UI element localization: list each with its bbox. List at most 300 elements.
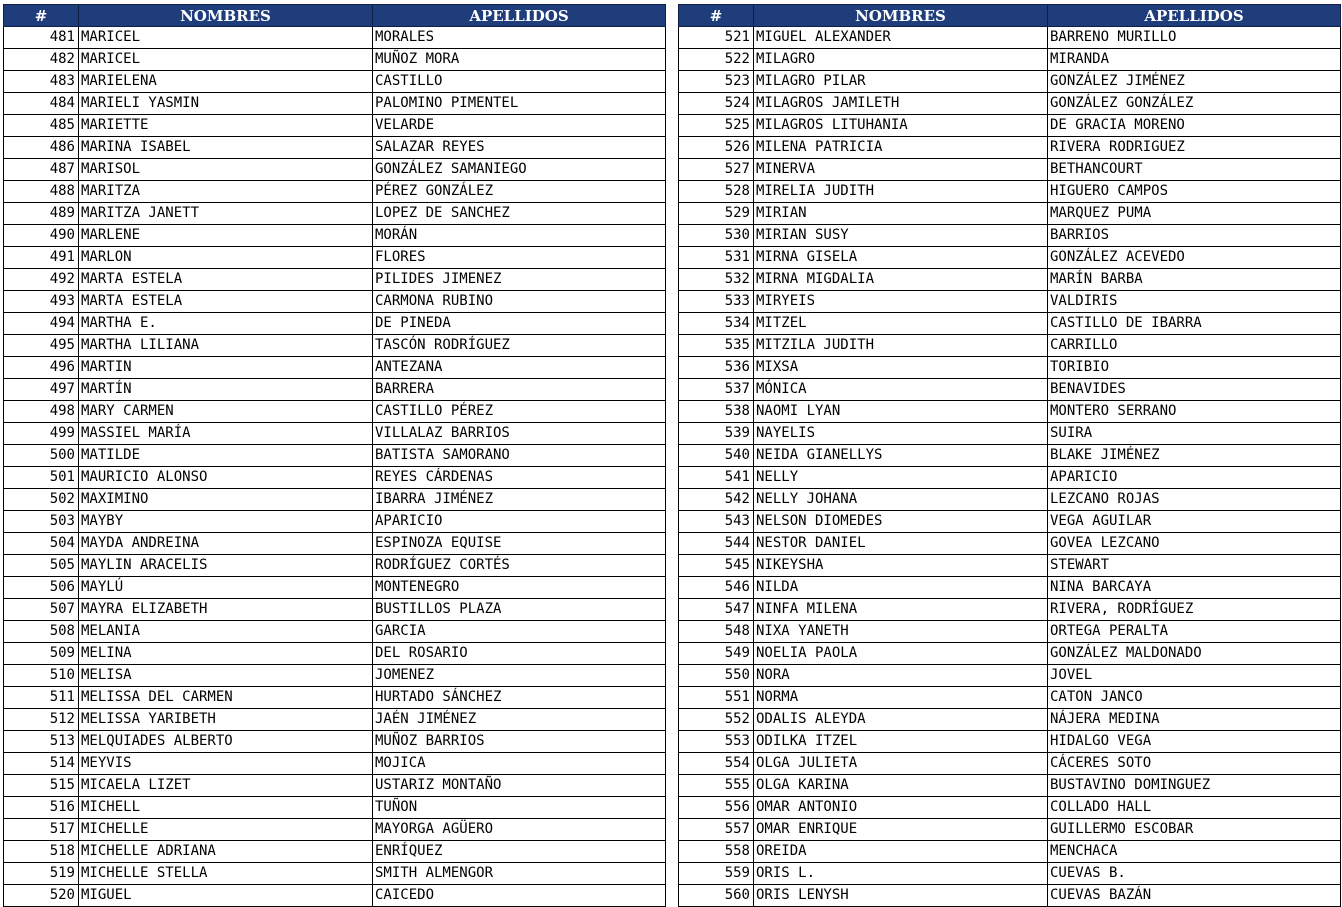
table-row xyxy=(679,225,1341,247)
row-nombres: MARTA ESTELA xyxy=(79,269,373,291)
row-number: 542 xyxy=(679,489,754,511)
row-number: 491 xyxy=(4,247,79,269)
table-row xyxy=(679,753,1341,775)
row-nombres: NOELIA PAOLA xyxy=(754,643,1048,665)
row-number: 512 xyxy=(4,709,79,731)
row-number: 520 xyxy=(4,885,79,907)
table-row xyxy=(4,775,666,797)
row-number: 532 xyxy=(679,269,754,291)
row-number: 515 xyxy=(4,775,79,797)
row-number: 507 xyxy=(4,599,79,621)
row-apellidos: BUSTAVINO DOMINGUEZ xyxy=(1048,775,1341,797)
row-apellidos: GARCIA xyxy=(373,621,666,643)
row-apellidos: HIGUERO CAMPOS xyxy=(1048,181,1341,203)
row-apellidos: LEZCANO ROJAS xyxy=(1048,489,1341,511)
table-row xyxy=(679,445,1341,467)
row-nombres: MILENA PATRICIA xyxy=(754,137,1048,159)
row-apellidos: GONZÁLEZ MALDONADO xyxy=(1048,643,1341,665)
row-nombres: MIXSA xyxy=(754,357,1048,379)
row-nombres: MARLENE xyxy=(79,225,373,247)
header-number: # xyxy=(4,5,79,27)
table-row xyxy=(679,379,1341,401)
row-number: 511 xyxy=(4,687,79,709)
row-nombres: NESTOR DANIEL xyxy=(754,533,1048,555)
row-apellidos: TUÑON xyxy=(373,797,666,819)
table-row xyxy=(4,687,666,709)
row-apellidos: CÁCERES SOTO xyxy=(1048,753,1341,775)
row-nombres: MILAGROS JAMILETH xyxy=(754,93,1048,115)
row-nombres: MASSIEL MARÍA xyxy=(79,423,373,445)
table-row xyxy=(679,841,1341,863)
table-row xyxy=(679,819,1341,841)
table-row xyxy=(679,775,1341,797)
row-number: 558 xyxy=(679,841,754,863)
row-apellidos: BLAKE JIMÉNEZ xyxy=(1048,445,1341,467)
table-row xyxy=(4,863,666,885)
row-apellidos: BUSTILLOS PLAZA xyxy=(373,599,666,621)
table-row xyxy=(4,203,666,225)
row-number: 483 xyxy=(4,71,79,93)
row-nombres: MELANIA xyxy=(79,621,373,643)
row-nombres: MARY CARMEN xyxy=(79,401,373,423)
table-row xyxy=(4,401,666,423)
table-row xyxy=(679,533,1341,555)
row-nombres: MARINA ISABEL xyxy=(79,137,373,159)
table-row xyxy=(679,489,1341,511)
table-row xyxy=(679,313,1341,335)
row-number: 524 xyxy=(679,93,754,115)
row-number: 547 xyxy=(679,599,754,621)
row-apellidos: JOVEL xyxy=(1048,665,1341,687)
table-row xyxy=(4,797,666,819)
row-nombres: MELISSA DEL CARMEN xyxy=(79,687,373,709)
row-number: 492 xyxy=(4,269,79,291)
row-number: 496 xyxy=(4,357,79,379)
table-row xyxy=(4,71,666,93)
row-nombres: MARTIN xyxy=(79,357,373,379)
table-row xyxy=(4,115,666,137)
row-apellidos: IBARRA JIMÉNEZ xyxy=(373,489,666,511)
row-apellidos: CATON JANCO xyxy=(1048,687,1341,709)
row-apellidos: GONZÁLEZ ACEVEDO xyxy=(1048,247,1341,269)
row-nombres: MARIELI YASMIN xyxy=(79,93,373,115)
row-number: 553 xyxy=(679,731,754,753)
row-apellidos: CARMONA RUBINO xyxy=(373,291,666,313)
row-number: 545 xyxy=(679,555,754,577)
row-nombres: OLGA JULIETA xyxy=(754,753,1048,775)
row-nombres: MIRYEIS xyxy=(754,291,1048,313)
row-number: 500 xyxy=(4,445,79,467)
row-number: 518 xyxy=(4,841,79,863)
row-nombres: MARICEL xyxy=(79,27,373,49)
row-number: 523 xyxy=(679,71,754,93)
row-nombres: NAOMI LYAN xyxy=(754,401,1048,423)
row-nombres: MELISSA YARIBETH xyxy=(79,709,373,731)
row-nombres: MARTÍN xyxy=(79,379,373,401)
row-number: 536 xyxy=(679,357,754,379)
row-nombres: MÓNICA xyxy=(754,379,1048,401)
row-apellidos: BARRERA xyxy=(373,379,666,401)
row-number: 540 xyxy=(679,445,754,467)
table-row xyxy=(679,269,1341,291)
row-apellidos: MARÍN BARBA xyxy=(1048,269,1341,291)
row-number: 543 xyxy=(679,511,754,533)
table-row xyxy=(4,247,666,269)
row-number: 519 xyxy=(4,863,79,885)
row-apellidos: USTARIZ MONTAÑO xyxy=(373,775,666,797)
row-nombres: NORMA xyxy=(754,687,1048,709)
header-row xyxy=(679,5,1341,27)
table-row xyxy=(679,687,1341,709)
row-nombres: MIRNA GISELA xyxy=(754,247,1048,269)
row-number: 556 xyxy=(679,797,754,819)
table-row xyxy=(679,709,1341,731)
table-row xyxy=(679,665,1341,687)
row-apellidos: GONZÁLEZ SAMANIEGO xyxy=(373,159,666,181)
row-nombres: NIXA YANETH xyxy=(754,621,1048,643)
row-number: 516 xyxy=(4,797,79,819)
row-apellidos: GOVEA LEZCANO xyxy=(1048,533,1341,555)
row-apellidos: RODRÍGUEZ CORTÉS xyxy=(373,555,666,577)
row-nombres: MEYVIS xyxy=(79,753,373,775)
row-nombres: MELISA xyxy=(79,665,373,687)
header-row xyxy=(4,5,666,27)
table-row xyxy=(4,665,666,687)
row-number: 538 xyxy=(679,401,754,423)
row-apellidos: ESPINOZA EQUISE xyxy=(373,533,666,555)
row-nombres: ODALIS ALEYDA xyxy=(754,709,1048,731)
table-row xyxy=(679,357,1341,379)
row-apellidos: PÉREZ GONZÁLEZ xyxy=(373,181,666,203)
row-nombres: MARIETTE xyxy=(79,115,373,137)
row-apellidos: MUÑOZ MORA xyxy=(373,49,666,71)
table-row xyxy=(679,577,1341,599)
table-row xyxy=(679,511,1341,533)
row-apellidos: DE PINEDA xyxy=(373,313,666,335)
table-row xyxy=(679,423,1341,445)
table-row xyxy=(4,753,666,775)
row-apellidos: LOPEZ DE SANCHEZ xyxy=(373,203,666,225)
table-row xyxy=(4,291,666,313)
row-number: 503 xyxy=(4,511,79,533)
row-number: 508 xyxy=(4,621,79,643)
row-apellidos: SMITH ALMENGOR xyxy=(373,863,666,885)
header-apellidos: APELLIDOS xyxy=(373,5,666,27)
row-nombres: MITZILA JUDITH xyxy=(754,335,1048,357)
row-number: 513 xyxy=(4,731,79,753)
row-apellidos: BARRIOS xyxy=(1048,225,1341,247)
row-number: 552 xyxy=(679,709,754,731)
row-nombres: MIRIAN SUSY xyxy=(754,225,1048,247)
row-nombres: NIKEYSHA xyxy=(754,555,1048,577)
row-apellidos: ANTEZANA xyxy=(373,357,666,379)
row-number: 550 xyxy=(679,665,754,687)
table-row xyxy=(4,379,666,401)
table-row xyxy=(679,621,1341,643)
row-apellidos: CARRILLO xyxy=(1048,335,1341,357)
row-nombres: MELQUIADES ALBERTO xyxy=(79,731,373,753)
table-row xyxy=(679,863,1341,885)
table-row xyxy=(4,49,666,71)
row-apellidos: VEGA AGUILAR xyxy=(1048,511,1341,533)
row-nombres: MARTHA LILIANA xyxy=(79,335,373,357)
row-number: 517 xyxy=(4,819,79,841)
table-row xyxy=(4,181,666,203)
row-nombres: MARITZA JANETT xyxy=(79,203,373,225)
row-apellidos: GONZÁLEZ JIMÉNEZ xyxy=(1048,71,1341,93)
table-row xyxy=(4,819,666,841)
table-row xyxy=(4,599,666,621)
row-apellidos: REYES CÁRDENAS xyxy=(373,467,666,489)
row-number: 481 xyxy=(4,27,79,49)
table-row xyxy=(679,555,1341,577)
row-number: 529 xyxy=(679,203,754,225)
row-number: 544 xyxy=(679,533,754,555)
table-row xyxy=(4,643,666,665)
row-number: 505 xyxy=(4,555,79,577)
row-apellidos: GUILLERMO ESCOBAR xyxy=(1048,819,1341,841)
row-number: 498 xyxy=(4,401,79,423)
table-row xyxy=(4,577,666,599)
row-apellidos: NÁJERA MEDINA xyxy=(1048,709,1341,731)
row-nombres: NILDA xyxy=(754,577,1048,599)
row-nombres: OLGA KARINA xyxy=(754,775,1048,797)
row-nombres: NAYELIS xyxy=(754,423,1048,445)
table-row xyxy=(679,49,1341,71)
row-apellidos: COLLADO HALL xyxy=(1048,797,1341,819)
table-row xyxy=(679,885,1341,907)
row-nombres: MARICEL xyxy=(79,49,373,71)
row-number: 485 xyxy=(4,115,79,137)
table-row xyxy=(4,137,666,159)
row-nombres: MARTHA E. xyxy=(79,313,373,335)
row-number: 506 xyxy=(4,577,79,599)
row-apellidos: TORIBIO xyxy=(1048,357,1341,379)
row-apellidos: RIVERA RODRIGUEZ xyxy=(1048,137,1341,159)
row-nombres: NELSON DIOMEDES xyxy=(754,511,1048,533)
row-apellidos: SALAZAR REYES xyxy=(373,137,666,159)
row-apellidos: DEL ROSARIO xyxy=(373,643,666,665)
table-row xyxy=(679,731,1341,753)
row-nombres: MARITZA xyxy=(79,181,373,203)
table-row xyxy=(679,71,1341,93)
row-apellidos: ENRÍQUEZ xyxy=(373,841,666,863)
row-number: 530 xyxy=(679,225,754,247)
row-nombres: MAYDA ANDREINA xyxy=(79,533,373,555)
row-number: 549 xyxy=(679,643,754,665)
row-nombres: MICAELA LIZET xyxy=(79,775,373,797)
row-number: 495 xyxy=(4,335,79,357)
table-row xyxy=(4,555,666,577)
row-nombres: ODILKA ITZEL xyxy=(754,731,1048,753)
row-apellidos: APARICIO xyxy=(373,511,666,533)
row-apellidos: CASTILLO DE IBARRA xyxy=(1048,313,1341,335)
row-number: 489 xyxy=(4,203,79,225)
row-apellidos: SUIRA xyxy=(1048,423,1341,445)
row-nombres: MILAGROS LITUHANIA xyxy=(754,115,1048,137)
row-nombres: OMAR ANTONIO xyxy=(754,797,1048,819)
table-row xyxy=(679,115,1341,137)
row-nombres: MAYBY xyxy=(79,511,373,533)
table-row xyxy=(679,27,1341,49)
row-apellidos: BARRENO MURILLO xyxy=(1048,27,1341,49)
row-apellidos: MIRANDA xyxy=(1048,49,1341,71)
row-nombres: MIGUEL ALEXANDER xyxy=(754,27,1048,49)
row-number: 493 xyxy=(4,291,79,313)
table-row xyxy=(4,511,666,533)
row-number: 560 xyxy=(679,885,754,907)
row-apellidos: MORALES xyxy=(373,27,666,49)
table-row xyxy=(4,27,666,49)
row-number: 488 xyxy=(4,181,79,203)
table-row xyxy=(4,467,666,489)
table-row xyxy=(679,643,1341,665)
row-nombres: MAYLIN ARACELIS xyxy=(79,555,373,577)
names-table-left xyxy=(3,4,666,907)
row-nombres: MATILDE xyxy=(79,445,373,467)
table-row xyxy=(4,489,666,511)
row-apellidos: MONTERO SERRANO xyxy=(1048,401,1341,423)
row-nombres: MILAGRO PILAR xyxy=(754,71,1048,93)
row-nombres: MIRIAN xyxy=(754,203,1048,225)
table-row xyxy=(679,159,1341,181)
row-apellidos: MARQUEZ PUMA xyxy=(1048,203,1341,225)
row-apellidos: MUÑOZ BARRIOS xyxy=(373,731,666,753)
row-number: 509 xyxy=(4,643,79,665)
row-number: 525 xyxy=(679,115,754,137)
row-number: 526 xyxy=(679,137,754,159)
table-row xyxy=(4,533,666,555)
row-number: 487 xyxy=(4,159,79,181)
header-nombres: NOMBRES xyxy=(754,5,1048,27)
row-number: 490 xyxy=(4,225,79,247)
row-nombres: OREIDA xyxy=(754,841,1048,863)
row-number: 555 xyxy=(679,775,754,797)
row-nombres: MAYLÚ xyxy=(79,577,373,599)
table-row xyxy=(4,93,666,115)
table-row xyxy=(679,599,1341,621)
row-number: 522 xyxy=(679,49,754,71)
row-number: 541 xyxy=(679,467,754,489)
row-apellidos: TASCÓN RODRÍGUEZ xyxy=(373,335,666,357)
row-number: 502 xyxy=(4,489,79,511)
row-apellidos: MONTENEGRO xyxy=(373,577,666,599)
row-apellidos: PALOMINO PIMENTEL xyxy=(373,93,666,115)
row-nombres: MAYRA ELIZABETH xyxy=(79,599,373,621)
row-nombres: MARIELENA xyxy=(79,71,373,93)
row-number: 557 xyxy=(679,819,754,841)
row-apellidos: CAICEDO xyxy=(373,885,666,907)
row-number: 539 xyxy=(679,423,754,445)
row-apellidos: BATISTA SAMORANO xyxy=(373,445,666,467)
row-number: 531 xyxy=(679,247,754,269)
row-nombres: MARISOL xyxy=(79,159,373,181)
row-nombres: NORA xyxy=(754,665,1048,687)
row-nombres: MAURICIO ALONSO xyxy=(79,467,373,489)
row-apellidos: VALDIRIS xyxy=(1048,291,1341,313)
row-apellidos: HURTADO SÁNCHEZ xyxy=(373,687,666,709)
row-nombres: MINERVA xyxy=(754,159,1048,181)
table-row xyxy=(4,621,666,643)
row-number: 484 xyxy=(4,93,79,115)
row-number: 554 xyxy=(679,753,754,775)
row-nombres: MIRNA MIGDALIA xyxy=(754,269,1048,291)
row-nombres: MICHELL xyxy=(79,797,373,819)
row-number: 551 xyxy=(679,687,754,709)
row-apellidos: JAÉN JIMÉNEZ xyxy=(373,709,666,731)
table-row xyxy=(4,423,666,445)
table-row xyxy=(4,159,666,181)
row-apellidos: PILIDES JIMENEZ xyxy=(373,269,666,291)
table-row xyxy=(679,247,1341,269)
row-apellidos: APARICIO xyxy=(1048,467,1341,489)
row-apellidos: GONZÁLEZ GONZÁLEZ xyxy=(1048,93,1341,115)
row-apellidos: CUEVAS B. xyxy=(1048,863,1341,885)
names-table-right xyxy=(678,4,1341,907)
row-apellidos: NINA BARCAYA xyxy=(1048,577,1341,599)
row-number: 514 xyxy=(4,753,79,775)
row-nombres: NELLY xyxy=(754,467,1048,489)
row-number: 510 xyxy=(4,665,79,687)
row-apellidos: MORÁN xyxy=(373,225,666,247)
table-row xyxy=(679,401,1341,423)
header-number: # xyxy=(679,5,754,27)
row-nombres: MIRELIA JUDITH xyxy=(754,181,1048,203)
table-row xyxy=(4,885,666,907)
row-apellidos: BENAVIDES xyxy=(1048,379,1341,401)
row-nombres: MARLON xyxy=(79,247,373,269)
row-number: 486 xyxy=(4,137,79,159)
row-nombres: MARTA ESTELA xyxy=(79,291,373,313)
table-row xyxy=(679,335,1341,357)
row-number: 533 xyxy=(679,291,754,313)
table-row xyxy=(4,841,666,863)
table-row xyxy=(4,269,666,291)
row-number: 521 xyxy=(679,27,754,49)
table-row xyxy=(4,335,666,357)
header-apellidos: APELLIDOS xyxy=(1048,5,1341,27)
row-number: 497 xyxy=(4,379,79,401)
row-apellidos: JOMENEZ xyxy=(373,665,666,687)
table-row xyxy=(679,203,1341,225)
row-apellidos: DE GRACIA MORENO xyxy=(1048,115,1341,137)
row-number: 499 xyxy=(4,423,79,445)
row-number: 548 xyxy=(679,621,754,643)
row-apellidos: RIVERA, RODRÍGUEZ xyxy=(1048,599,1341,621)
row-apellidos: VELARDE xyxy=(373,115,666,137)
table-row xyxy=(4,357,666,379)
row-apellidos: STEWART xyxy=(1048,555,1341,577)
row-nombres: MILAGRO xyxy=(754,49,1048,71)
row-nombres: MELINA xyxy=(79,643,373,665)
table-row xyxy=(4,731,666,753)
table-row xyxy=(679,181,1341,203)
row-nombres: MIGUEL xyxy=(79,885,373,907)
table-row xyxy=(4,709,666,731)
row-apellidos: MOJICA xyxy=(373,753,666,775)
row-nombres: MITZEL xyxy=(754,313,1048,335)
table-row xyxy=(679,467,1341,489)
row-apellidos: ORTEGA PERALTA xyxy=(1048,621,1341,643)
row-number: 504 xyxy=(4,533,79,555)
row-nombres: ORIS LENYSH xyxy=(754,885,1048,907)
row-nombres: MICHELLE xyxy=(79,819,373,841)
row-number: 537 xyxy=(679,379,754,401)
row-nombres: NINFA MILENA xyxy=(754,599,1048,621)
row-apellidos: VILLALAZ BARRIOS xyxy=(373,423,666,445)
table-row xyxy=(4,225,666,247)
row-number: 528 xyxy=(679,181,754,203)
